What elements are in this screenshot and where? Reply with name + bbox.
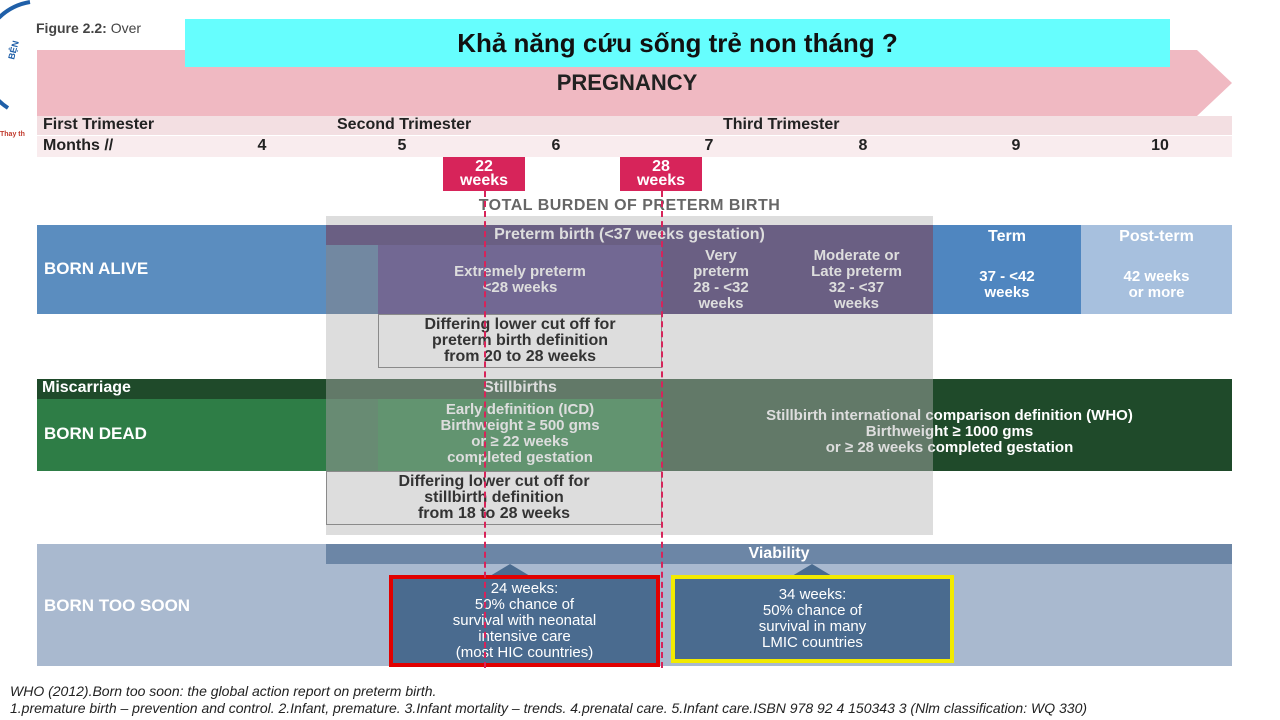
born-alive-early-region — [326, 245, 378, 314]
trimester-first: First Trimester — [43, 116, 155, 133]
preterm-cutoff-note: Differing lower cut off for preterm birth definition from 20 to 28 weeks — [378, 314, 662, 368]
trimester-third: Third Trimester — [723, 116, 840, 133]
reference-line-1: WHO (2012).Born too soon: the global action report on preterm birth. — [10, 683, 437, 699]
marker-28-unit: weeks — [636, 172, 686, 189]
pregnancy-label: PREGNANCY — [556, 70, 698, 95]
term-body: 37 - <42 weeks — [979, 268, 1035, 301]
marker-28-line — [661, 191, 663, 668]
icd-definition-body: Birthweight ≥ 500 gms or ≥ 22 weeks completed gestation — [440, 417, 600, 466]
months-row — [37, 136, 1232, 157]
post-term-body: 42 weeks or more — [1123, 268, 1190, 301]
miscarriage-label: Miscarriage — [42, 379, 131, 396]
marker-22-number: 22 — [475, 158, 493, 175]
month-value: 10 — [1151, 137, 1169, 154]
who-definition — [662, 408, 1237, 456]
slide-title: Khả năng cứu sống trẻ non tháng ? — [185, 19, 1170, 67]
svg-text:BỆN: BỆN — [6, 39, 21, 61]
month-value: 4 — [257, 137, 267, 154]
month-value: 9 — [1011, 137, 1021, 154]
month-value: 5 — [397, 137, 407, 154]
viability-24-weeks-box: 24 weeks: 50% chance of survival with neonatal intensive care (most HIC countries) — [389, 575, 660, 667]
post-term-heading: Post-term — [1119, 228, 1194, 245]
trimester-row — [37, 116, 1232, 135]
post-term-cell — [1081, 225, 1232, 314]
marker-22-weeks — [443, 157, 525, 191]
very-preterm-cell: Very preterm 28 - <32 weeks — [662, 245, 780, 314]
born-too-soon-label: BORN TOO SOON — [44, 596, 191, 615]
marker-22-unit: weeks — [459, 172, 509, 189]
figure-caption — [36, 20, 141, 36]
who-definition-body: Birthweight ≥ 1000 gms or ≥ 28 weeks completed gestation — [825, 423, 1074, 456]
icd-definition — [378, 402, 662, 466]
logo-emblem-icon — [0, 0, 40, 115]
viability-bar: Viability — [326, 544, 1232, 564]
marker-28-number: 28 — [652, 158, 670, 175]
marker-28-weeks — [620, 157, 702, 191]
icd-definition-title: Early definition (ICD) — [445, 401, 595, 418]
stillbirths-label: Stillbirths — [483, 379, 557, 396]
hospital-logo — [0, 0, 40, 115]
reference-line-2: 1.premature birth – prevention and control. 2.Infant, premature. 3.Infant mortality – trends. 4.prenatal care. 5.Infant care.ISBN 978 92 4 150343 3 (Nlm classification: WQ 330) — [10, 700, 1088, 716]
logo-caption: Thay th — [0, 131, 25, 138]
moderate-preterm-cell: Moderate or Late preterm 32 - <37 weeks — [780, 245, 933, 314]
stillbirth-cutoff-note: Differing lower cut off for stillbirth definition from 18 to 28 weeks — [326, 471, 662, 525]
figure-caption-prefix: Figure 2.2: — [36, 20, 107, 36]
term-cell — [933, 225, 1081, 314]
month-value: 8 — [858, 137, 868, 154]
born-alive-label: BORN ALIVE — [44, 259, 149, 278]
trimester-second: Second Trimester — [337, 116, 472, 133]
born-dead-label: BORN DEAD — [44, 424, 147, 443]
marker-22-line — [484, 191, 486, 668]
who-definition-title: Stillbirth international comparison definition (WHO) — [766, 407, 1133, 424]
term-heading: Term — [988, 228, 1026, 245]
extremely-preterm-cell: Extremely preterm <28 weeks — [378, 245, 662, 314]
preterm-header: Preterm birth (<37 weeks gestation) — [326, 225, 933, 245]
born-dead-early-region — [326, 399, 378, 471]
viability-34-weeks-box: 34 weeks: 50% chance of survival in many LMIC countries — [671, 575, 954, 663]
months-label: Months // — [43, 137, 114, 154]
figure-caption-rest: Over — [110, 20, 142, 36]
month-value: 6 — [551, 137, 561, 154]
total-burden-label: TOTAL BURDEN OF PRETERM BIRTH — [478, 197, 781, 214]
month-value: 7 — [704, 137, 714, 154]
